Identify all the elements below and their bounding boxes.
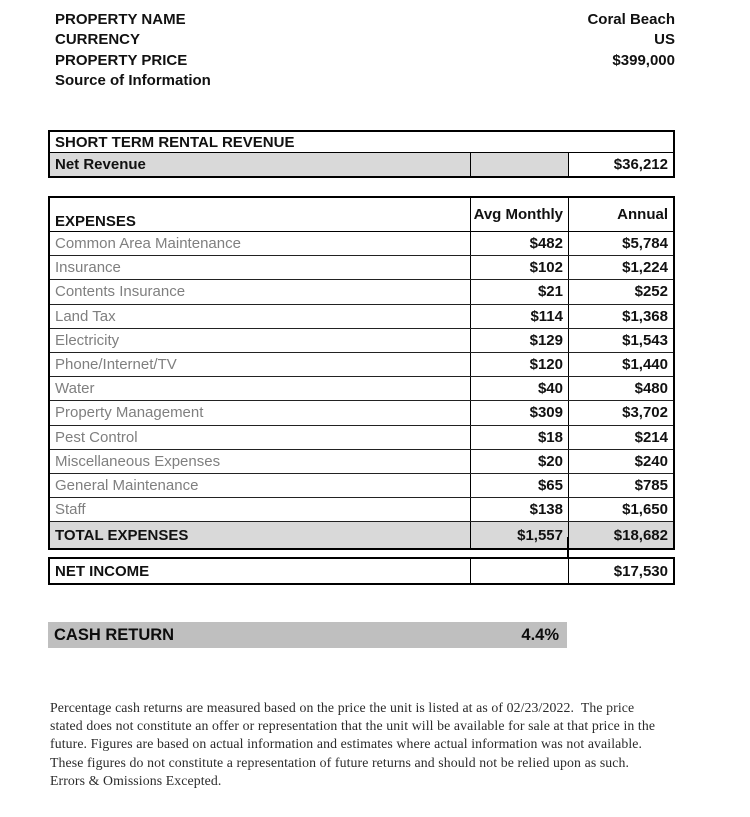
expense-monthly: $138 — [470, 498, 568, 521]
expense-annual: $1,224 — [568, 256, 673, 279]
expense-monthly: $482 — [470, 232, 568, 255]
expense-label: Miscellaneous Expenses — [55, 452, 221, 470]
property-header-block — [48, 9, 675, 91]
expenses-table — [48, 196, 675, 550]
expense-row-phone-internet-tv — [50, 353, 673, 377]
annual-column-header: Annual — [568, 198, 673, 231]
revenue-table-title: SHORT TERM RENTAL REVENUE — [50, 132, 673, 153]
expense-label: Water — [55, 380, 95, 398]
expense-monthly: $65 — [470, 474, 568, 497]
expense-row-staff — [50, 498, 673, 522]
expense-monthly: $102 — [470, 256, 568, 279]
expense-annual: $214 — [568, 426, 673, 449]
expense-label: Land Tax — [55, 307, 116, 325]
expense-row-insurance — [50, 256, 673, 280]
expenses-header-row — [50, 198, 673, 232]
property-price-value: $399,000 — [612, 51, 675, 69]
expense-monthly: $18 — [470, 426, 568, 449]
expense-annual: $5,784 — [568, 232, 673, 255]
disclaimer-text: Percentage cash returns are measured based on the price the unit is listed at as of 02/23/2022. The price stated does not constitute an offer or representation that the unit will be available for sale at that price in the future. Figures are based on actual information and estimates where actual information was not available. These figures do not constitute a representation of future returns and should not be relied upon as such. Errors & Omissions Excepted. — [50, 700, 659, 788]
net-income-monthly-cell — [470, 559, 568, 583]
net-income-annual-cell: $17,530 — [568, 559, 673, 583]
avg-monthly-column-header: Avg Monthly — [470, 198, 568, 231]
header-row-property-price — [48, 50, 675, 71]
revenue-table — [48, 130, 675, 178]
cash-return-value: 4.4% — [521, 625, 559, 644]
net-revenue-annual-cell: $36,212 — [568, 153, 673, 176]
expense-annual: $3,702 — [568, 401, 673, 424]
net-income-row — [50, 559, 673, 583]
expense-monthly: $21 — [470, 280, 568, 303]
cash-return-label: CASH RETURN — [54, 625, 175, 644]
expenses-header-label: EXPENSES — [55, 213, 136, 230]
expense-monthly: $120 — [470, 353, 568, 376]
expense-monthly: $114 — [470, 305, 568, 328]
expense-label: Electricity — [55, 331, 120, 349]
expense-label: Contents Insurance — [55, 283, 186, 301]
header-row-property-name — [48, 9, 675, 30]
expense-label: Phone/Internet/TV — [55, 356, 177, 374]
expense-monthly: $20 — [470, 450, 568, 473]
expense-monthly: $129 — [470, 329, 568, 352]
expense-monthly: $40 — [470, 377, 568, 400]
expense-annual: $480 — [568, 377, 673, 400]
expense-annual: $1,650 — [568, 498, 673, 521]
net-revenue-label: Net Revenue — [50, 153, 470, 176]
expense-row-general-maintenance — [50, 474, 673, 498]
expense-label: Staff — [55, 501, 86, 519]
net-income-label: NET INCOME — [55, 562, 150, 580]
expense-row-miscellaneous-expenses — [50, 450, 673, 474]
currency-value: US — [654, 31, 675, 49]
property-name-value: Coral Beach — [587, 10, 675, 28]
expense-row-contents-insurance — [50, 280, 673, 304]
total-expenses-annual: $18,682 — [568, 522, 673, 548]
expense-monthly: $309 — [470, 401, 568, 424]
expense-row-property-management — [50, 401, 673, 425]
expense-annual: $785 — [568, 474, 673, 497]
expense-label: Pest Control — [55, 428, 138, 446]
property-name-label: PROPERTY NAME — [55, 10, 186, 28]
property-price-label: PROPERTY PRICE — [55, 51, 188, 69]
total-expenses-monthly: $1,557 — [470, 522, 568, 548]
net-income-table — [48, 557, 675, 585]
expense-label: Insurance — [55, 259, 121, 277]
expense-annual: $1,543 — [568, 329, 673, 352]
total-expenses-label: TOTAL EXPENSES — [55, 526, 189, 544]
expense-row-pest-control — [50, 426, 673, 450]
column-connector-line — [567, 537, 569, 558]
expense-annual: $240 — [568, 450, 673, 473]
expense-row-common-area-maintenance — [50, 232, 673, 256]
net-revenue-monthly-cell — [470, 153, 568, 176]
header-row-source — [48, 71, 675, 92]
currency-label: CURRENCY — [55, 31, 141, 49]
expense-row-water — [50, 377, 673, 401]
expense-annual: $1,440 — [568, 353, 673, 376]
expense-label: Property Management — [55, 404, 204, 422]
expense-row-electricity — [50, 329, 673, 353]
expense-label: General Maintenance — [55, 476, 199, 494]
source-of-information-label: Source of Information — [55, 72, 211, 90]
expense-annual: $252 — [568, 280, 673, 303]
net-revenue-row — [50, 153, 673, 176]
expense-annual: $1,368 — [568, 305, 673, 328]
total-expenses-row — [50, 522, 673, 548]
expense-row-land-tax — [50, 305, 673, 329]
expense-label: Common Area Maintenance — [55, 235, 241, 253]
header-row-currency — [48, 30, 675, 51]
cash-return-bar — [48, 622, 567, 648]
